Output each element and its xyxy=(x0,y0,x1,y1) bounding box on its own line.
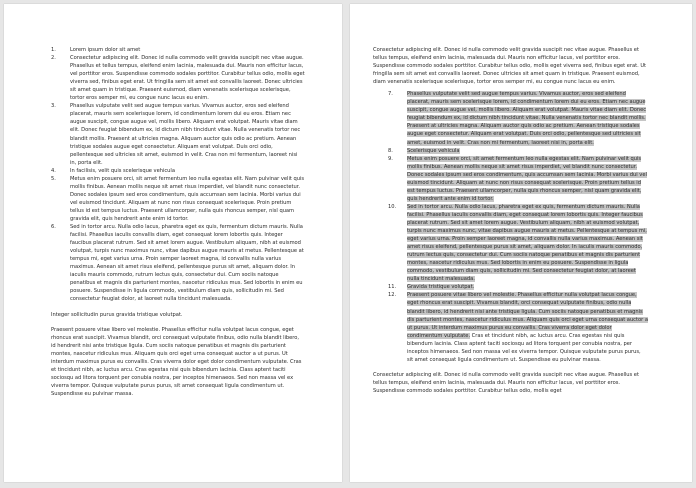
paragraph[interactable]: Integer sollicitudin purus gravida tristique volutpat. xyxy=(51,311,183,318)
list-item-partially-selected[interactable] xyxy=(373,291,648,363)
page-1-content[interactable] xyxy=(51,46,305,398)
list-number: 3. xyxy=(51,103,56,110)
list-number: 4. xyxy=(51,167,56,174)
list-item-text: Consectetur adipiscing elit. Donec id nulla commodo velit gravida suscipit nec vitae augue. Phasellus et tellus tempus, eleifend enim lacinia, malesuada dui. Mauris non efficitur lacus, vel porttitor eros. Suspendisse commodo sodales porttitor. Curabitur tellus odio, mollis eget viverra sed, finibus eget erat. Ut fringilla sem sit amet est convallis laoreet. Donec ultricies sit amet quam in tristique. Praesent euismod, diam venenatis scelerisque scelerisque, tortor eros semper mi, eu congue nunc lacus eu enim. xyxy=(70,55,305,102)
list-item-text: Metus enim posuere orci, sit amet fermentum leo nulla egestas elit. Nam pulvinar velit quis mollis finibus. Aenean mollis neque sit amet risus imperdiet, vel blandit nunc consectetur. Donec sodales ipsum sed eros condimentum, quis accumsan sem lacinia. Morbi varius dui vel euismod tincidunt. Aliquam at nunc non risus consequat scelerisque. Proin pretium tellus id est tempus luctus. Praesent ullamcorper, nulla quis rhoncus semper, nisl quam gravida elit, quis hendrerit ante enim id tortor. xyxy=(70,175,305,222)
list-item[interactable] xyxy=(51,102,305,166)
numbered-list xyxy=(373,90,648,364)
list-number: 9. xyxy=(388,155,393,162)
selected-text: Sed in tortor arcu. Nulla odio lacus, pharetra eget ex quis, fermentum dictum mauris. Nulla facilisi. Phasellus iaculis convallis diam, eget consequat lorem lobortis quis. Integer faucibus placerat rutrum. Sed sit amet lorem augue. Vestibulum aliquam, nibh at euismod volutpat, turpis nunc maximus nunc, vitae dapibus augue mauris at metus. Pellentesque at tempus mi, eget varius urna. Proin semper laoreet magna, id convallis nulla varius maximus. Aenean sit amet risus eleifend, pellentesque purus sit amet, aliquam dolor. In iaculis mauris commodo, rutrum lectus quis, consectetur dui. Cum sociis natoque penatibus et magnis dis parturient montes, nascetur ridiculus mus. Sed lobortis in enim eu posuere. Suspendisse in ligula commodo, vestibulum diam quis, sollicitudin mi. Sed consectetur feugiat dolor, at laoreet nulla tincidunt malesuada. xyxy=(407,203,647,283)
page-2-content[interactable] xyxy=(373,46,648,395)
list-item-selected[interactable] xyxy=(373,283,648,291)
list-item-selected[interactable] xyxy=(373,147,648,155)
document-page-1[interactable] xyxy=(4,4,342,482)
list-number: 5. xyxy=(51,175,56,182)
list-item[interactable] xyxy=(51,167,305,175)
selected-text: Phasellus vulputate velit sed augue tempus varius. Vivamus auctor, eros sed eleifend placerat, mauris sem scelerisque lorem, id condimentum lorem dui eu eros. Etiam nec augue suscipit, congue augue vel, mollis libero. Aliquam erat volutpat. Mauris vitae diam elit. Donec feugiat bibendum ex, id dictum nibh tincidunt vitae. Nulla venenatis tortor nec blandit mollis. Praesent at ultricies magna. Aliquam auctor quis odio ac pretium. Aenean tristique sodales augue eget consectetur. Aliquam erat volutpat. Duis orci odio, pellentesque sed ultricies sit amet, euismod in velit. Cras non mi fermentum, laoreet nisi in, porta elit. xyxy=(407,91,647,146)
list-item-selected[interactable] xyxy=(373,155,648,203)
list-number: 12. xyxy=(388,292,397,299)
list-item-text: Sed in tortor arcu. Nulla odio lacus, pharetra eget ex quis, fermentum dictum mauris. Nulla facilisi. Phasellus iaculis convallis diam, eget consequat lorem lobortis quis. Integer faucibus placerat rutrum. Sed sit amet lorem augue. Vestibulum aliquam, nibh at euismod volutpat, turpis nunc maximus nunc, vitae dapibus augue mauris at metus. Pellentesque at tempus mi, eget varius urna. Proin semper laoreet magna, id convallis nulla varius maximus. Aenean sit amet risus eleifend, pellentesque purus sit amet, aliquam dolor. In iaculis mauris commodo, rutrum lectus quis, consectetur dui. Cum sociis natoque penatibus et magnis dis parturient montes, nascetur ridiculus mus. Sed lobortis in enim eu posuere. Suspendisse in ligula commodo, vestibulum diam quis, sollicitudin mi. Sed consectetur feugiat dolor, at laoreet nulla tincidunt malesuada. xyxy=(70,224,304,303)
numbered-list xyxy=(51,46,305,304)
document-page-2[interactable] xyxy=(350,4,692,482)
list-item-text: Cras et tincidunt nibh, ac luctus arcu. Cras egestas nisi quis bibendum lacinia. Class aptent taciti sociosqu ad litora torquent per conubia nostra, per inceptos himenaeos. Sed non massa vel ex viverra tempor. Quisque vulputate purus purus, sit amet consequat ligula condimentum ut. Suspendisse eu pulvinar massa. xyxy=(407,332,641,363)
list-number: 11. xyxy=(388,284,397,291)
list-number: 1. xyxy=(51,47,56,53)
list-item-selected[interactable] xyxy=(373,90,648,146)
list-number: 10. xyxy=(388,203,397,210)
selected-text: Metus enim posuere orci, sit amet fermentum leo nulla egestas elit. Nam pulvinar velit quis mollis finibus. Aenean mollis neque sit amet risus imperdiet, vel blandit nunc consectetur. Donec sodales ipsum sed eros condimentum, quis accumsan sem lacinia. Morbi varius dui vel euismod tincidunt. Aliquam at nunc non risus consequat scelerisque. Proin pretium tellus id est tempus luctus. Praesent ullamcorper, nulla quis rhoncus semper, nisl quam gravida elit, quis hendrerit ante enim id tortor. xyxy=(407,155,647,202)
list-item-text: Phasellus vulputate velit sed augue tempus varius. Vivamus auctor, eros sed eleifend placerat, mauris sem scelerisque lorem, id condimentum lorem dui eu eros. Etiam nec augue suscipit, congue augue vel, mollis libero. Aliquam erat volutpat. Mauris vitae diam elit. Donec feugiat bibendum ex, id dictum nibh tincidunt vitae. Nulla venenatis tortor nec blandit mollis. Praesent at ultricies magna. Aliquam auctor quis odio ac pretium. Aenean tristique sodales augue eget consectetur. Aliquam erat volutpat. Duis orci odio, pellentesque sed ultricies sit amet, euismod in velit. Cras non mi fermentum, laoreet nisi in, porta elit. xyxy=(70,103,301,166)
selected-text: Scelerisque vehicula xyxy=(407,147,460,154)
list-item[interactable] xyxy=(51,175,305,223)
list-item-text: Lorem ipsum dolor sit amet xyxy=(70,47,141,53)
selected-text: Praesent posuere vitae libero vel molestie. Phasellus efficitur nulla volutpat lacus congue, eget rhoncus erat suscipit. Vivamus blandit, orci consequat vulputate finibus, odio nulla blandit libero, id hendrerit nisi ante tristique ligula. Cum sociis natoque penatibus et magnis dis parturient montes, nascetur ridiculus mus. Aliquam quis orci eget urna consequat auctor a ut purus. Ut interdum maximus purus eu convallis. Cras viverra dolor eget dolor condimentum vulputate. xyxy=(407,292,648,339)
list-number: 2. xyxy=(51,55,56,62)
list-item[interactable] xyxy=(51,54,305,102)
list-number: 7. xyxy=(388,91,393,98)
list-item-selected[interactable] xyxy=(373,203,648,283)
list-item[interactable] xyxy=(51,223,305,303)
list-number: 6. xyxy=(51,224,56,231)
list-item[interactable] xyxy=(51,46,305,54)
list-number: 8. xyxy=(388,147,393,154)
selected-text: Gravida tristique volutpat. xyxy=(407,284,475,291)
list-item-text: In facilisis, velit quis scelerisque vehicula xyxy=(70,167,175,174)
paragraph[interactable]: Consectetur adipiscing elit. Donec id nulla commodo velit gravida suscipit nec vitae augue. Phasellus et tellus tempus, eleifend enim lacinia, malesuada dui. Mauris non efficitur lacus, vel porttitor eros. Suspendisse commodo sodales porttitor. Curabitur tellus odio, mollis eget viverra sed, finibus eget erat. Ut fringilla sem sit amet est convallis laoreet. Donec ultricies sit amet quam in tristique. Praesent euismod, diam venenatis scelerisque scelerisque, tortor eros semper mi, eu congue nunc lacus eu enim. xyxy=(373,47,647,86)
paragraph[interactable]: Praesent posuere vitae libero vel molestie. Phasellus efficitur nulla volutpat lacus congue, eget rhoncus erat suscipit. Vivamus blandit, orci consequat vulputate finibus, odio nulla blandit libero, id hendrerit nisi ante tristique ligula. Cum sociis natoque penatibus et magnis dis parturient montes, nascetur ridiculus mus. Aliquam quis orci eget urna consequat auctor a ut purus. Ut interdum maximus purus eu convallis. Cras viverra dolor eget dolor condimentum vulputate. Cras et tincidunt nibh, ac luctus arcu. Cras egestas nisi quis bibendum lacinia. Class aptent taciti sociosqu ad litora torquent per conubia nostra, per inceptos himenaeos. Sed non massa vel ex viverra tempor. Quisque vulputate purus purus, sit amet consequat ligula condimentum ut. Suspendisse eu pulvinar massa. xyxy=(51,326,302,397)
paragraph[interactable]: Consectetur adipiscing elit. Donec id nulla commodo velit gravida suscipit nec vitae augue. Phasellus et tellus tempus, eleifend enim lacinia, malesuada dui. Mauris non efficitur lacus, vel porttitor eros. Suspendisse commodo sodales porttitor. Curabitur tellus odio, mollis eget xyxy=(373,371,639,394)
